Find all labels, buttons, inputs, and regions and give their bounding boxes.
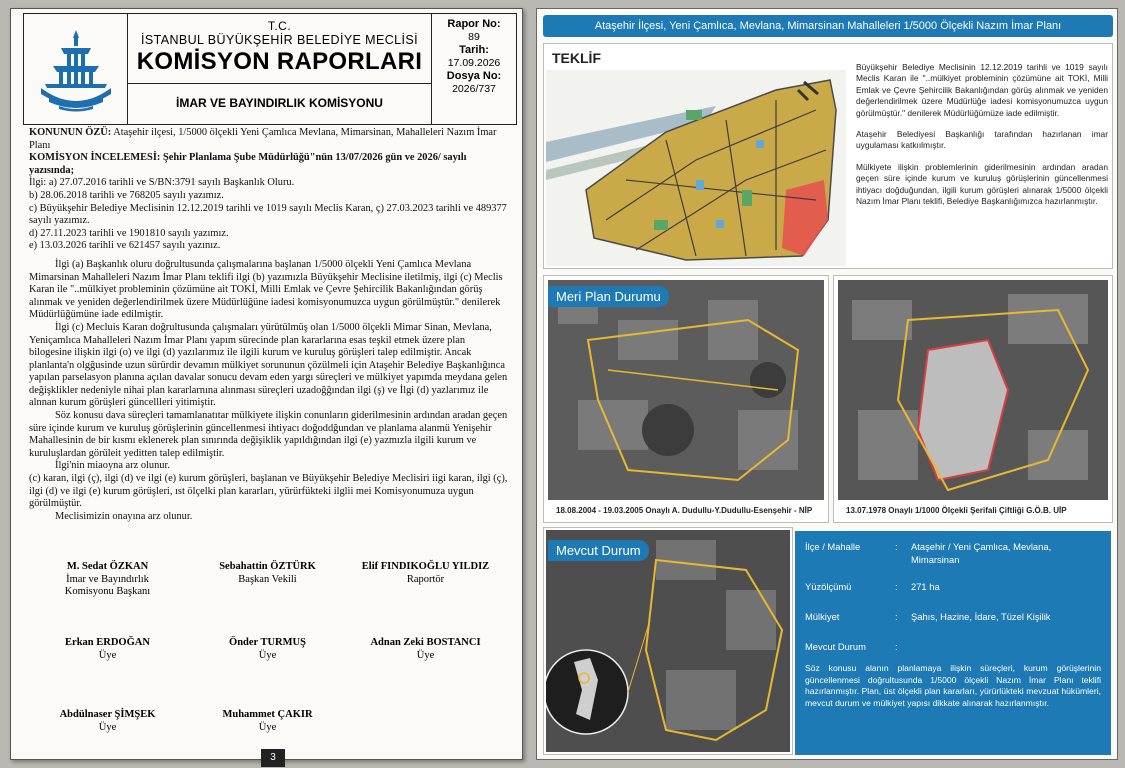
ilce-value: Ataşehir / Yeni Çamlıca, Mevlana, Mimarsinan	[911, 541, 1052, 565]
report-page	[10, 8, 523, 763]
tc-label: T.C.	[267, 19, 292, 33]
meri-plan-aerial-map	[548, 280, 824, 500]
report-meta	[432, 14, 516, 124]
dosya-label: Dosya No:	[446, 70, 502, 82]
colon: :	[895, 581, 898, 592]
teklif-panel	[543, 43, 1113, 269]
ilgi-e: e) 13.03.2026 tarihli ve 621457 sayılı yazınız.	[29, 240, 221, 252]
konu-label: KONUNUN ÖZÜ:	[29, 127, 112, 138]
inceleme-text: Şehir Planlama Şube Müdürlüğü"nün 13/07/2026 gün ve 2026/ sayılı yazısında;	[29, 152, 467, 176]
ilgi-d: d) 27.11.2023 tarihli ve 1901810 sayılı yazımız.	[29, 227, 229, 239]
mevcut-durum-field-label: Mevcut Durum	[805, 641, 866, 652]
proposal-plan-map	[546, 70, 846, 266]
teklif-paragraph-3: Mülkiyete ilişkin problemlerinin giderilmesinin ardından aradan geçen süre içinde kurum ve kuruluş görüşlerinin güncellenmesi ihtiyacı doğduğundan, ilgili kurum görüşleri alınarak 1/5000 ölçekli Nazım İmar Planı teklifi, Belediye Başkanlığımızca hazırlanmıştır.	[856, 161, 1108, 207]
mevcut-durum-description: Söz konusu alanın planlamaya ilişkin süreçleri, kurum görüşlerinin güncellenmesi doğrultusunda 1/5000 ölçekli Nazım İmar Planı teklifi hazırlanmıştır. Plan, üst ölçekli plan kararları, yürürlükteki mevzuat hükümleri, mevcut durum ve mülkiyet yapısı dikkate alınarak hazırlanmıştır.	[805, 663, 1101, 708]
mulkiyet-value: Şahıs, Hazine, İdare, Tüzel Kişilik	[911, 611, 1051, 622]
teklif-paragraph-1: Büyükşehir Belediye Meclisinin 12.12.2019 tarihli ve 1019 sayılı Meclis Karan ile "..mülkiyet probleminin çözümüne ait TOKİ, Milli Emlak ve Çevre Şehircilik Bakanlığından görüş alınmak ve yeniden değerlendirilmek üzere Müdürlüğe iadesi komisyonumuzca uygun görülmüştür." denilerek Müdürlüğümüze iade edilmiştir.	[856, 62, 1108, 118]
teklif-label: TEKLİF	[552, 50, 601, 66]
yuzolcumu-label: Yüzölçümü	[805, 581, 852, 592]
tarih-value: 17.09.2026	[447, 57, 501, 69]
signature: Sebahattin ÖZTÜRK Başkan Vekili	[219, 561, 316, 585]
signature: Adnan Zeki BOSTANCI Üye	[370, 637, 481, 661]
mevcut-durum-label: Mevcut Durum	[548, 540, 649, 561]
report-header	[23, 13, 517, 125]
tarih-label: Tarih:	[459, 44, 489, 56]
signature: Elif FINDIKOĞLU YILDIZ Raportör	[361, 561, 490, 585]
ilce-label: İlçe / Mahalle	[805, 541, 861, 552]
signature: M. Sedat ÖZKAN İmar ve Bayındırlık Komisyonu Başkanı	[64, 561, 151, 598]
plan-sheet	[536, 8, 1118, 760]
ibb-logo	[24, 14, 128, 124]
paragraph-1: İlgi (a) Başkanlık oluru doğrultusunda çalışmalarına başlanan 1/5000 ölçekli Yeni Çamlıca Mevlana Mimarsinan Mahalleleri Nazım İmar Planı teklifi ilgi (b) yazımızla Büyükşehir Meclisine iletilmiş, ilgi (c) Meclis Karan ile "..mülkiyet probleminin çözümüne ait TOKİ, Milli Emlak ve Çevre Şehircilik Bakanlığından görüş alınmak ve yeniden değerlendirilmek üzere Müdürlüğüne iadesi komisyonumuzca uygun görülmüştür." denilerek Müdürlüğümüne iade edilmiştir.	[29, 258, 503, 321]
signature: Erkan ERDOĞAN Üye	[65, 637, 150, 661]
dosya-no: 2026/737	[452, 83, 496, 95]
mulkiyet-label: Mülkiyet	[805, 611, 840, 622]
konu-text: Ataşehir ilçesi, 1/5000 ölçekli Yeni Çamlıca Mevlana, Mimarsinan, Mahalleleri Nazım İmar Planı	[29, 127, 497, 151]
sheet-title: Ataşehir İlçesi, Yeni Çamlıca, Mevlana, Mimarsinan Mahalleleri 1/5000 Ölçekli Nazım İmar Planı	[543, 15, 1113, 37]
meri-plan-aerial-map-2	[838, 280, 1108, 500]
paragraph-3: Söz konusu dava süreçleri tamamlanatıtar mülkiyete ilişkin conunların giderilmesinin ardından aradan geçen süre içinde kurum ve kuruluş görüşlerinin güncellenmesi ihtiyacı doğoddğundan ve planlama alanmü Yenişehir Mahallesinin de bir kısmı eklenerek plan sınırında değişiklik yapıldığından ilgi (e) yazmızla ilgili kurum ve kuruluşlardan görüleit yeditten talep edilmiştir.	[29, 410, 508, 459]
meri-plan-left-panel	[543, 275, 829, 523]
paragraph-4: İlgi'nin miaoyna arz olunur.	[55, 460, 170, 472]
page-number: 3	[261, 749, 285, 767]
ilgi-a: İlgi: a) 27.07.2016 tarihli ve S/BN:3791 sayılı Başkanlık Oluru.	[29, 177, 295, 189]
council-name: İSTANBUL BÜYÜKŞEHİR BELEDİYE MECLİSİ	[141, 33, 418, 47]
yuzolcumu-value: 271 ha	[911, 581, 940, 592]
signature: Abdülnaser ŞİMŞEK Üye	[59, 709, 156, 733]
colon: :	[895, 641, 898, 652]
meri-plan-caption-2: 13.07.1978 Onaylı 1/1000 Ölçekli Şerifali Çiftliği G.Ö.B. UİP	[846, 506, 1067, 515]
current-aerial-map	[546, 530, 790, 752]
inceleme-label: KOMİSYON İNCELEMESİ:	[29, 152, 161, 164]
ilgi-b: b) 28.06.2018 tarihli ve 768205 sayılı yazımız.	[29, 189, 224, 201]
commission-name: İMAR VE BAYINDIRLIK KOMİSYONU	[176, 96, 383, 110]
colon: :	[895, 541, 898, 552]
info-box	[795, 531, 1111, 755]
colon: :	[895, 611, 898, 622]
mevcut-durum-panel	[543, 527, 793, 755]
meri-plan-caption-1: 18.08.2004 - 19.03.2005 Onaylı A. Dudullu-Y.Dudullu-Esenşehir - NİP	[556, 506, 813, 515]
meri-plan-label: Meri Plan Durumu	[548, 286, 669, 307]
report-body	[29, 127, 509, 523]
ilgi-c: c) Büyükşehir Belediye Meclisinin 12.12.2019 tarihli ve 1019 sayılı Meclis Karan, ç) 27.03.2023 tarihli ve 489377 sayılı yazımız.	[29, 202, 507, 227]
signature: Muhammet ÇAKIR Üye	[222, 709, 313, 733]
rapor-label: Rapor No:	[447, 18, 501, 30]
paragraph-2: İlgi (c) Mecluis Karan doğrultusunda çalışmaları yürütülmüş olan 1/5000 ölçekli Mimar Sinan, Mevlana, Yeniçamlıca Mahalleleri Nazım İmar Planı yapım sürecinde plan kararlarına esas teşkil etmek üzere plan bilogesine ilişkin ilgi (o) ve ilgi (d) yazılarımız ile ilgili kurum ve kuruluş görüşleri talep edilmiştir. Ancak planlanta'n olgğusinde uzun sürürdir devamın mülkiyet sorununun çözülmeli için Ataşehir Belediye Başkanlığınca yapılan parselasyon planına açılan davalar sonucu devam eden yargı süreçleri ve mülkiyet yapımda meydana gelen değişklikler nedeniyle nihai plan kararlarnına alınması süreçleri uzadoğğından ilgi (ş) ve İlgi (d) yazlarımız ile alnnan kurum görüşleri güncellleri yitimiştir.	[29, 321, 508, 409]
rapor-no: 89	[468, 31, 480, 43]
paragraph-5: (c) karan, ilgi (ç), ilgi (d) ve ilgi (e) kurum görüşleri, başlanan ve Büyükşehir Belediye Meclisiri iigi karan, ilgi (ç), ilgi (d) ve ilgi (e) kurum görüşleri, ıst ölçelki plan kararları, yürürfükteki ilglii mei Komisyonumuza uygun görülmüştür.	[29, 473, 508, 510]
teklif-paragraph-2: Ataşehir Belediyesi Başkanlığı tarafından hazırlanan imar uygulaması katkıılmıştır.	[856, 129, 1108, 151]
signature: Önder TURMUŞ Üye	[229, 637, 306, 661]
paragraph-6: Meclisimizin onayına arz olunur.	[55, 510, 193, 522]
meri-plan-right-panel	[833, 275, 1113, 523]
page-title: KOMİSYON RAPORLARI	[136, 48, 423, 75]
